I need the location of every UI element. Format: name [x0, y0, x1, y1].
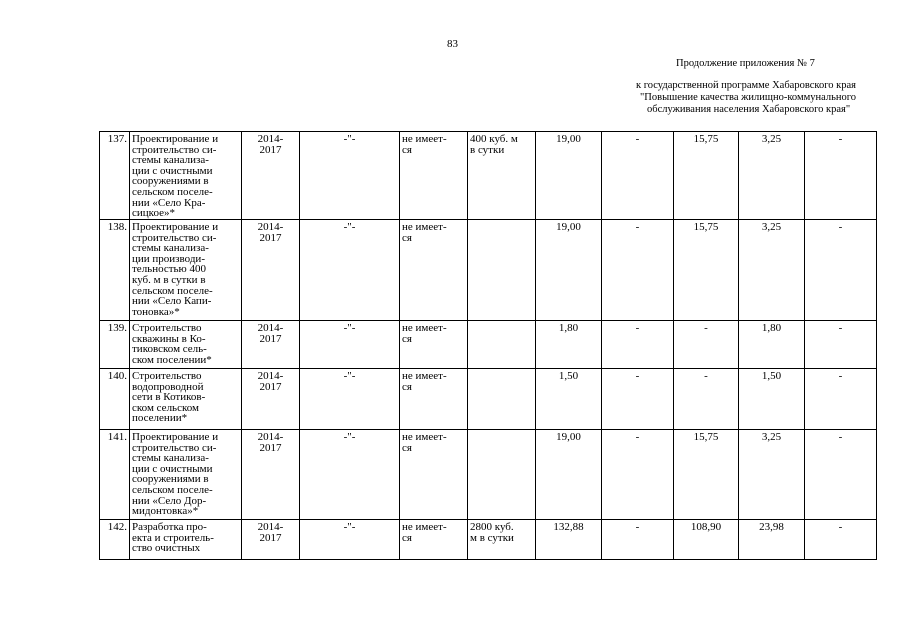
funding-federal: -: [602, 369, 674, 430]
funding-local: 23,98: [739, 520, 805, 560]
executor: -"-: [300, 321, 400, 369]
table-row: [100, 321, 877, 369]
documentation-status: не имеет- ся: [400, 430, 468, 520]
row-number: 141.: [100, 430, 130, 520]
funding-federal: -: [602, 132, 674, 220]
funding-total: 132,88: [536, 520, 602, 560]
appendix-continuation-text: Продолжение приложения № 7: [676, 58, 815, 69]
funding-federal: -: [602, 220, 674, 321]
program-reference-line-1: к государственной программе Хабаровского края: [636, 80, 856, 91]
measure-name: Строительство скважины в Ко- тиковском сель- ском поселении*: [130, 321, 242, 369]
funding-extrabudgetary: -: [805, 132, 877, 220]
program-reference-line-3: обслуживания населения Хабаровского края": [647, 104, 851, 115]
funding-extrabudgetary: -: [805, 430, 877, 520]
table-row: [100, 520, 877, 560]
capacity: [468, 220, 536, 321]
measure-name: Разработка про- екта и строитель- ство очистных: [130, 520, 242, 560]
table-row: [100, 430, 877, 520]
documentation-status: не имеет- ся: [400, 220, 468, 321]
table-row: [100, 220, 877, 321]
documentation-status: не имеет- ся: [400, 520, 468, 560]
row-number: 137.: [100, 132, 130, 220]
funding-extrabudgetary: -: [805, 321, 877, 369]
funding-local: 1,50: [739, 369, 805, 430]
funding-regional: 15,75: [674, 132, 739, 220]
funding-extrabudgetary: -: [805, 369, 877, 430]
measure-name: Проектирование и строительство си- стемы канализа- ции производи- тельностью 400 куб. м в сутки в сельском поселе- нии «Село Капи- тоновка»*: [130, 220, 242, 321]
table-row: [100, 132, 877, 220]
row-number: 142.: [100, 520, 130, 560]
measures-table: [99, 131, 877, 560]
funding-federal: -: [602, 520, 674, 560]
funding-extrabudgetary: -: [805, 220, 877, 321]
funding-total: 19,00: [536, 430, 602, 520]
implementation-years: 2014- 2017: [242, 369, 300, 430]
measure-name: Проектирование и строительство си- стемы канализа- ции с очистными сооружениями в сельском поселе- нии «Село Дор- мидонтовка»*: [130, 430, 242, 520]
funding-regional: -: [674, 369, 739, 430]
funding-local: 1,80: [739, 321, 805, 369]
executor: -"-: [300, 220, 400, 321]
funding-total: 19,00: [536, 220, 602, 321]
documentation-status: не имеет- ся: [400, 321, 468, 369]
funding-regional: 108,90: [674, 520, 739, 560]
row-number: 140.: [100, 369, 130, 430]
capacity: [468, 321, 536, 369]
program-reference-line-2: "Повышение качества жилищно-коммунального: [640, 92, 857, 103]
measure-name: Строительство водопроводной сети в Котиков- ском сельском поселении*: [130, 369, 242, 430]
capacity: 400 куб. м в сутки: [468, 132, 536, 220]
executor: -"-: [300, 520, 400, 560]
executor: -"-: [300, 369, 400, 430]
funding-federal: -: [602, 321, 674, 369]
documentation-status: не имеет- ся: [400, 369, 468, 430]
capacity: 2800 куб. м в сутки: [468, 520, 536, 560]
executor: -"-: [300, 430, 400, 520]
funding-extrabudgetary: -: [805, 520, 877, 560]
executor: -"-: [300, 132, 400, 220]
funding-local: 3,25: [739, 132, 805, 220]
funding-regional: -: [674, 321, 739, 369]
funding-total: 1,50: [536, 369, 602, 430]
funding-total: 1,80: [536, 321, 602, 369]
implementation-years: 2014- 2017: [242, 430, 300, 520]
row-number: 138.: [100, 220, 130, 321]
funding-regional: 15,75: [674, 220, 739, 321]
funding-local: 3,25: [739, 220, 805, 321]
implementation-years: 2014- 2017: [242, 220, 300, 321]
implementation-years: 2014- 2017: [242, 132, 300, 220]
funding-local: 3,25: [739, 430, 805, 520]
row-number: 139.: [100, 321, 130, 369]
capacity: [468, 430, 536, 520]
page-number: 83: [447, 38, 458, 50]
documentation-status: не имеет- ся: [400, 132, 468, 220]
funding-total: 19,00: [536, 132, 602, 220]
table-row: [100, 369, 877, 430]
implementation-years: 2014- 2017: [242, 520, 300, 560]
funding-regional: 15,75: [674, 430, 739, 520]
funding-federal: -: [602, 430, 674, 520]
implementation-years: 2014- 2017: [242, 321, 300, 369]
measure-name: Проектирование и строительство си- стемы канализа- ции с очистными сооружениями в сельском поселе- нии «Село Кра- сицкое»*: [130, 132, 242, 220]
capacity: [468, 369, 536, 430]
